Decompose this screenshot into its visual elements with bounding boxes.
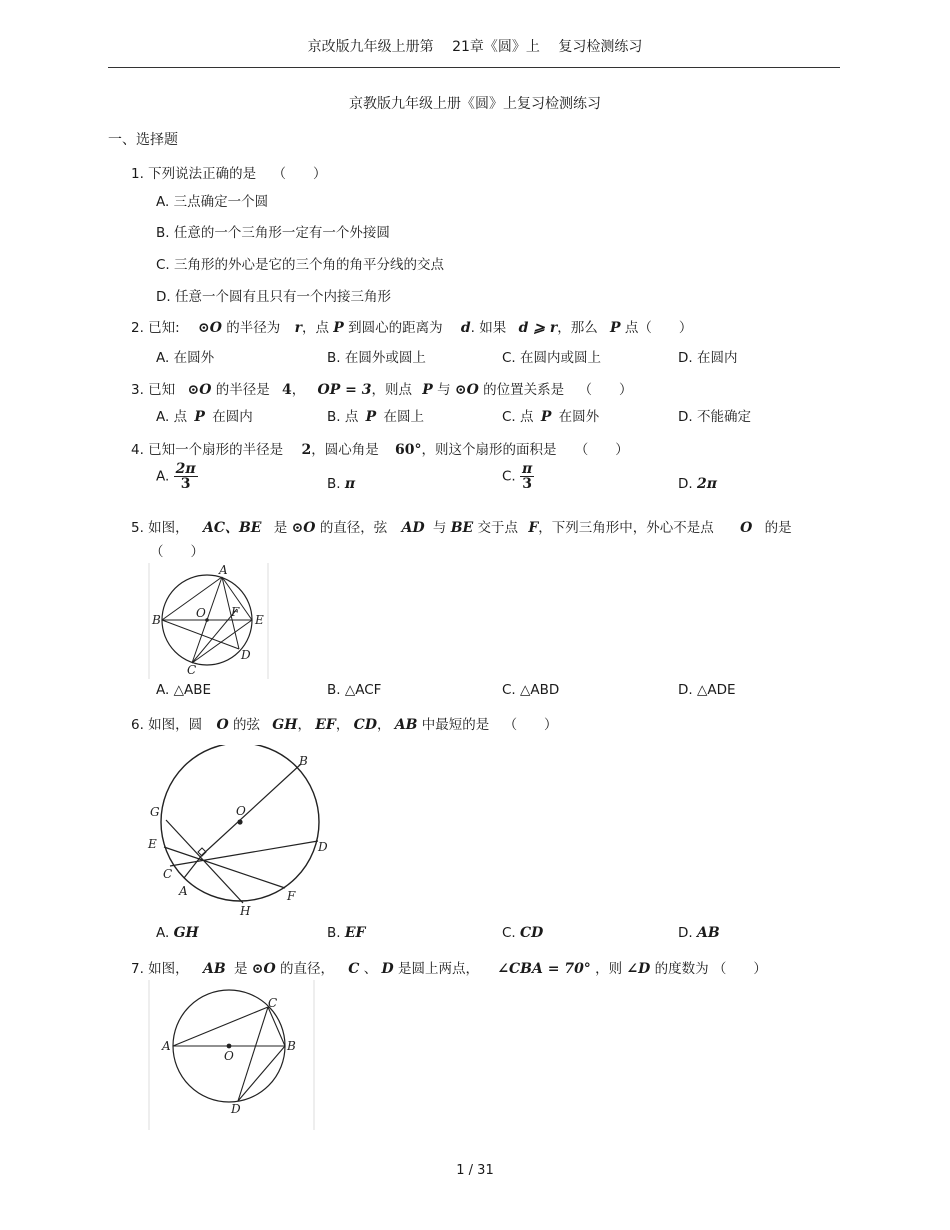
q7-angle-d: ∠D — [626, 961, 651, 977]
q6-point-o: O — [216, 717, 229, 733]
question-1 — [131, 162, 326, 182]
q3-option-b-prefix: B. 点 — [327, 409, 359, 425]
q6-chord-cd: CD — [353, 717, 377, 733]
q5-text-7: 的是 — [764, 520, 792, 536]
q6-text-1: 6. 如图，圆 — [131, 717, 203, 733]
question-2 — [131, 316, 692, 336]
q7-circle-diagram — [147, 980, 317, 1132]
header-rule — [108, 67, 840, 68]
question-3 — [131, 378, 632, 398]
q6-comma-2: ， — [335, 717, 350, 733]
q7-figure — [147, 980, 317, 1136]
q3-text-4: 与 — [437, 382, 451, 398]
q4-option-c-numerator: π — [522, 461, 533, 477]
q6-label-o: O — [236, 804, 246, 818]
q3-option-a-prefix: A. 点 — [156, 409, 188, 425]
q6-label-c: C — [163, 867, 173, 881]
q2-text-4: 到圆心的距离为 — [348, 320, 443, 336]
q3-option-b — [327, 405, 424, 425]
q3-circle-o2: ⊙O — [454, 382, 479, 398]
q6-chord-ab: AB — [394, 717, 418, 733]
q3-sep: ， — [291, 382, 306, 398]
q5-chord-ad: AD — [401, 520, 425, 536]
q5-text-5: 交于点 — [477, 520, 519, 536]
q3-radius-value: 4 — [282, 382, 292, 398]
q4-option-b-label: B. — [327, 476, 341, 492]
q5-diameters: AC、BE — [202, 520, 262, 536]
q6-option-a-label: A. — [156, 925, 170, 941]
q7-point-c: C — [348, 961, 360, 977]
q4-option-c-fraction — [520, 462, 534, 491]
q4-option-a-label: A. — [156, 468, 170, 485]
q6-label-g: G — [150, 805, 160, 819]
q4-option-a-denominator: 3 — [180, 476, 191, 492]
q5-point-o: O — [740, 520, 753, 536]
q4-option-a-numerator: 2π — [175, 461, 196, 477]
q2-option-c: C. 在圆内或圆上 — [502, 350, 602, 366]
q6-option-c — [502, 925, 543, 941]
q3-op-equation: OP = 3 — [317, 382, 372, 398]
q6-option-c-label: C. — [502, 925, 516, 941]
q4-option-b-value: π — [344, 476, 356, 492]
q4-option-c-denominator: 3 — [522, 476, 533, 492]
q4-angle-value: 60° — [395, 442, 422, 458]
q2-var-p: P — [333, 320, 344, 336]
q5-answer-paren: （ ） — [150, 544, 204, 560]
q2-text-6: ，那么 — [557, 320, 598, 336]
q5-label-a: A — [219, 563, 228, 577]
q1-option-d: D. 任意一个圆有且只有一个内接三角形 — [156, 289, 391, 305]
q7-text-3: 的直径， — [280, 961, 334, 977]
q7-angle-cba: ∠CBA = 70° — [497, 961, 591, 977]
q5-text-2: 是 — [273, 520, 288, 536]
q1-option-c: C. 三角形的外心是它的三个角的角平分线的交点 — [156, 257, 445, 273]
q3-text-3: ，则点 — [371, 382, 412, 398]
q7-label-d: D — [231, 1102, 241, 1116]
q5-label-e: E — [255, 613, 264, 627]
q5-label-c: C — [187, 663, 197, 677]
q6-chord-gh: GH — [272, 717, 298, 733]
q6-label-f: F — [287, 889, 296, 903]
q4-text-1: 4. 已知一个扇形的半径是 — [131, 442, 284, 458]
q6-option-d — [678, 925, 720, 941]
q5-label-b: B — [152, 613, 161, 627]
q2-option-b: B. 在圆外或圆上 — [327, 350, 426, 366]
q3-option-a — [156, 405, 253, 425]
q6-comma-1: ， — [297, 717, 311, 733]
q4-option-d-label: D. — [678, 476, 693, 492]
q6-label-b: B — [299, 754, 308, 768]
q7-text-5: 是圆上两点， — [397, 961, 479, 977]
q7-text-7: 的度数为 — [654, 961, 709, 977]
q2-var-d: d — [460, 320, 471, 336]
q6-option-b — [327, 925, 365, 941]
q3-option-b-text: 在圆上 — [383, 409, 424, 425]
q2-text-1: 2. 已知: — [131, 320, 180, 336]
q5-label-o: O — [196, 606, 206, 620]
q6-figure — [140, 745, 340, 929]
q2-answer-paren: （ ） — [638, 320, 693, 336]
q3-option-d: D. 不能确定 — [678, 409, 751, 425]
q5-option-a: A. △ABE — [156, 682, 211, 698]
q5-be: BE — [450, 520, 474, 536]
q5-text-6: ，下列三角形中，外心不是点 — [538, 520, 714, 536]
q2-text-3: ，点 — [301, 320, 329, 336]
q6-option-b-label: B. — [327, 925, 341, 941]
q3-option-c-text: 在圆外 — [558, 409, 600, 425]
q4-option-a-fraction — [174, 462, 198, 491]
q6-label-h: H — [240, 904, 251, 918]
q1-option-a: A. 三点确定一个圆 — [156, 194, 269, 210]
q4-option-d-value: 2π — [696, 476, 717, 492]
q2-var-p2: P — [610, 320, 621, 336]
q5-text-4: 与 — [432, 520, 447, 536]
q1-text: 1. 下列说法正确的是 — [131, 166, 257, 182]
q5-label-d: D — [241, 648, 251, 662]
page-header: 京改版九年级上册第 21章《圆》上 复习检测练习 — [307, 39, 643, 55]
q7-text-4: 、 — [363, 961, 378, 977]
q6-label-a: A — [179, 884, 188, 898]
q3-answer-paren: （ ） — [578, 382, 633, 398]
question-5 — [131, 516, 792, 537]
q3-option-a-text: 在圆内 — [212, 409, 253, 425]
document-title: 京教版九年级上册《圆》上复习检测练习 — [349, 96, 601, 112]
q6-option-d-label: D. — [678, 925, 693, 941]
page-number: 1 / 31 — [456, 1163, 494, 1178]
q2-circle-o: ⊙O — [198, 320, 222, 336]
q3-circle-o: ⊙O — [187, 382, 212, 398]
q6-label-d: D — [318, 840, 328, 854]
q2-text-5: . 如果 — [470, 320, 507, 336]
q4-option-b — [327, 476, 355, 492]
q6-chord-ef: EF — [315, 717, 336, 733]
q4-option-d — [678, 476, 717, 492]
q6-answer-paren: （ ） — [503, 717, 558, 733]
q7-point-d: D — [381, 961, 394, 977]
q7-text-1: 7. 如图， — [131, 961, 189, 977]
q4-option-c-label: C. — [502, 468, 516, 485]
section-heading: 一、选择题 — [108, 132, 178, 148]
q6-text-2: 的弦 — [232, 717, 260, 733]
q6-option-a-value: GH — [173, 925, 199, 941]
q2-condition: d ⩾ r — [518, 320, 558, 336]
q7-label-b: B — [287, 1039, 296, 1053]
q5-circle-o: ⊙O — [291, 520, 316, 536]
q3-option-a-var: P — [194, 409, 205, 425]
q2-option-a: A. 在圆外 — [156, 350, 215, 366]
q3-option-b-var: P — [365, 409, 377, 425]
q2-var-r: r — [294, 320, 302, 336]
q6-option-d-value: AB — [696, 925, 720, 941]
q1-answer-paren: （ ） — [272, 166, 327, 182]
q7-diameter-ab: AB — [202, 961, 226, 977]
q3-option-c-var: P — [540, 409, 552, 425]
q4-radius-value: 2 — [301, 442, 312, 458]
q6-option-b-value: EF — [344, 925, 366, 941]
q3-option-c-prefix: C. 点 — [502, 409, 534, 425]
q4-text-2: ，圆心角是 — [311, 442, 379, 458]
q5-option-d: D. △ADE — [678, 682, 736, 698]
q7-text-6: ，则 — [595, 961, 623, 977]
q4-option-a — [156, 462, 198, 491]
question-7 — [131, 957, 767, 977]
q7-label-c: C — [268, 996, 278, 1010]
q2-text-2: 的半径为 — [226, 320, 281, 336]
q7-text-2: 是 — [233, 961, 248, 977]
q5-figure — [147, 563, 271, 683]
q7-label-o: O — [224, 1049, 234, 1063]
q6-label-e: E — [148, 837, 157, 851]
question-6 — [131, 713, 558, 733]
q3-option-c — [502, 405, 599, 425]
q4-option-c — [502, 462, 534, 491]
q5-circle-diagram — [147, 563, 271, 679]
q6-option-a — [156, 925, 199, 941]
q3-text-2: 的半径是 — [215, 382, 270, 398]
q5-text-3: 的直径，弦 — [319, 520, 388, 536]
q2-option-d: D. 在圆内 — [678, 350, 738, 366]
q5-option-b: B. △ACF — [327, 682, 382, 698]
q3-var-p: P — [422, 382, 433, 398]
q6-comma-3: ， — [376, 717, 391, 733]
q1-option-b: B. 任意的一个三角形一定有一个外接圆 — [156, 225, 390, 241]
q5-text-1: 5. 如图， — [131, 520, 189, 536]
q5-option-c: C. △ABD — [502, 682, 560, 698]
q4-answer-paren: （ ） — [574, 442, 629, 458]
q2-text-7: 点 — [624, 320, 639, 336]
q5-point-f: F — [528, 520, 539, 536]
question-4 — [131, 438, 629, 458]
q3-text-1: 3. 已知 — [131, 382, 176, 398]
q6-text-3: 中最短的是 — [421, 717, 490, 733]
q6-option-c-value: CD — [520, 925, 544, 941]
q7-circle-o: ⊙O — [251, 961, 276, 977]
q7-label-a: A — [162, 1039, 171, 1053]
q4-text-3: ，则这个扇形的面积是 — [421, 442, 557, 458]
q3-text-5: 的位置关系是 — [483, 382, 565, 398]
q5-label-f: F — [231, 605, 240, 619]
q6-circle-diagram — [140, 745, 340, 925]
q7-answer-paren: （ ） — [712, 961, 767, 977]
